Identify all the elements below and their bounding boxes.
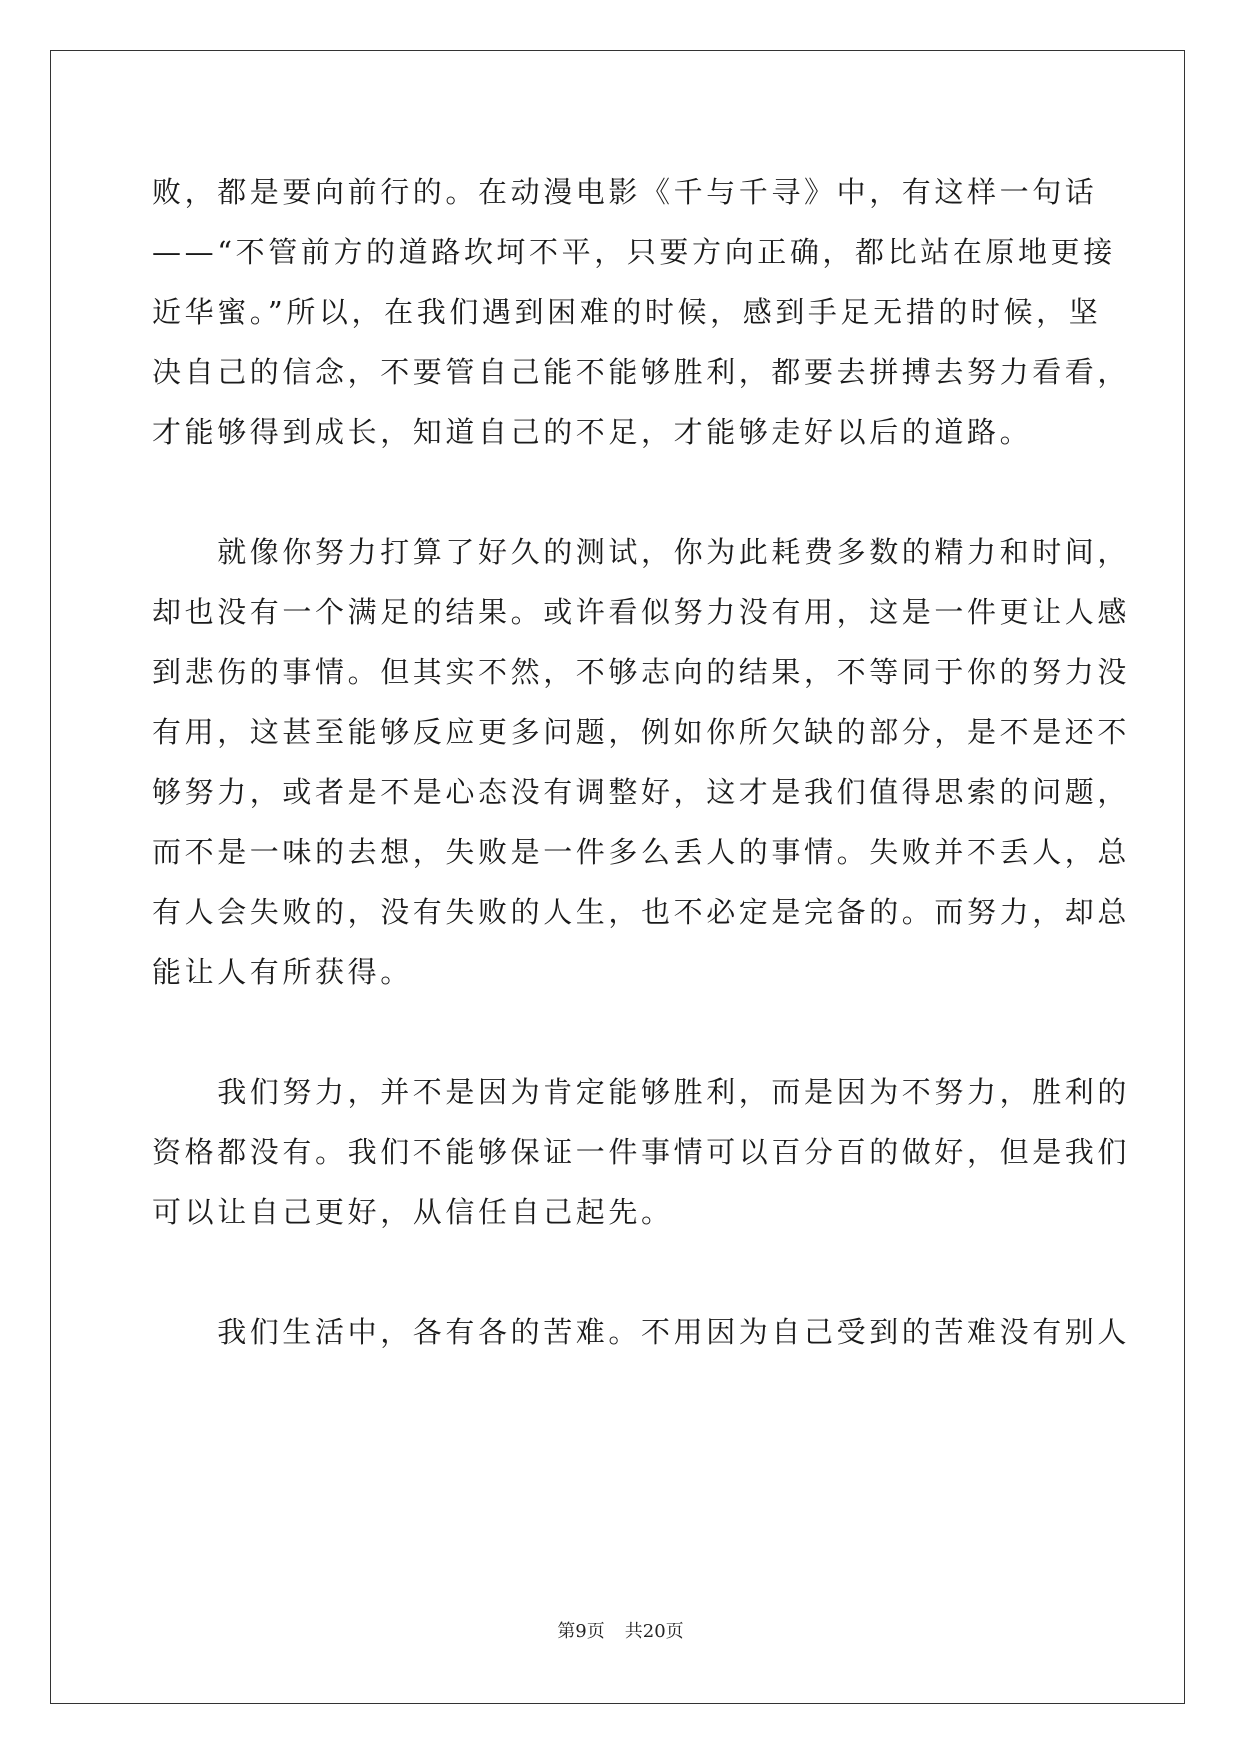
page-number: 第9页 [557, 1621, 605, 1642]
text-line: ——“不管前方的道路坎坷不平，只要方向正确，都比站在原地更接 [152, 235, 1116, 269]
text-line: 能让人有所获得。 [152, 955, 413, 989]
text-line: 到悲伤的事情。但其实不然，不够志向的结果，不等同于你的努力没 [152, 655, 1131, 689]
paragraph-gap [152, 1002, 1082, 1062]
text-line: 败，都是要向前行的。在动漫电影《千与千寻》中，有这样一句话 [152, 175, 1098, 209]
text-line: 却也没有一个满足的结果。或许看似努力没有用，这是一件更让人感 [152, 595, 1131, 629]
document-body [152, 162, 1131, 1362]
text-line: 而不是一味的去想，失败是一件多么丢人的事情。失败并不丢人，总 [152, 835, 1131, 869]
text-line: 可以让自己更好，从信任自己起先。 [152, 1195, 674, 1229]
paragraph-gap [152, 1242, 1082, 1302]
text-line: 就像你努力打算了好久的测试，你为此耗费多数的精力和时间， [152, 535, 1131, 569]
text-line: 够努力，或者是不是心态没有调整好，这才是我们值得思索的问题， [152, 775, 1131, 809]
page-total: 共20页 [624, 1621, 684, 1642]
page-footer [0, 1620, 1241, 1644]
text-line: 近华蜜。”所以，在我们遇到困难的时候，感到手足无措的时候，坚 [152, 295, 1102, 329]
text-line: 资格都没有。我们不能够保证一件事情可以百分百的做好，但是我们 [152, 1135, 1131, 1169]
text-line: 决自己的信念，不要管自己能不能够胜利，都要去拼搏去努力看看， [152, 355, 1131, 389]
text-line: 我们生活中，各有各的苦难。不用因为自己受到的苦难没有别人 [152, 1315, 1131, 1349]
paragraph-gap [152, 462, 1082, 522]
text-line: 我们努力，并不是因为肯定能够胜利，而是因为不努力，胜利的 [152, 1075, 1131, 1109]
text-line: 才能够得到成长，知道自己的不足，才能够走好以后的道路。 [152, 415, 1033, 449]
text-line: 有人会失败的，没有失败的人生，也不必定是完备的。而努力，却总 [152, 895, 1131, 929]
text-line: 有用，这甚至能够反应更多问题，例如你所欠缺的部分，是不是还不 [152, 715, 1131, 749]
